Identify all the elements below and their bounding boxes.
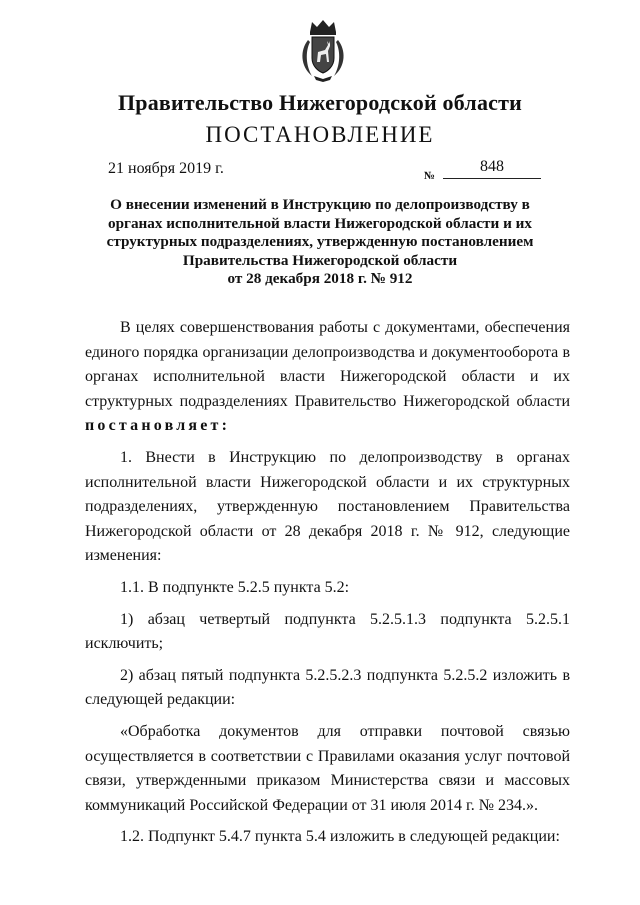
quoted-paragraph: «Обработка документов для отправки почтовой связью осуществляется в соответствии с Правилами оказания услуг почтовой связи, утвержденными приказом Министерства связи и массовых коммуникаций Российской Федерации от 31 июля 2014 г. № 234.». — [85, 722, 570, 814]
paragraph-1-2: 1.2. Подпункт 5.4.7 пункта 5.4 изложить в следующей редакции: — [120, 828, 560, 846]
paragraph-1: 1. Внести в Инструкцию по делопроизводству в органах исполнительной власти Нижегородской области и их структурных подразделениях, утвержденную постановлением Правительства Нижегородской области от 28 декабря 2018 г. № 912, следующие изменения: — [85, 448, 570, 565]
subject-line: О внесении изменений в Инструкцию по делопроизводству в — [110, 196, 530, 213]
paragraph-1-1-2: 2) абзац пятый подпункта 5.2.5.2.3 подпункта 5.2.5.2 изложить в следующей редакции: — [85, 666, 570, 709]
preamble-paragraph: В целях совершенствования работы с документами, обеспечения единого порядка организации делопроизводства и документооборота в органах исполнительной власти Нижегородской области и их структурных подразделениях Правительство Нижегородской области — [85, 319, 570, 410]
subject-line: органах исполнительной власти Нижегородской области и их — [108, 214, 532, 232]
document-subject — [90, 196, 550, 289]
subject-line: от 28 декабря 2018 г. № 912 — [227, 270, 413, 288]
coat-of-arms-icon — [298, 18, 348, 82]
subject-line: Правительства Нижегородской области — [182, 251, 458, 269]
document-body — [85, 316, 570, 850]
decree-word: постановляет: — [85, 417, 231, 435]
subject-line: структурных подразделениях, утвержденную постановлением — [106, 233, 534, 251]
document-type: ПОСТАНОВЛЕНИЕ — [205, 122, 435, 147]
paragraph-1-1: 1.1. В подпункте 5.2.5 пункта 5.2: — [120, 578, 350, 596]
document-number: 848 — [480, 158, 504, 175]
paragraph-1-1-1: 1) абзац четвертый подпункта 5.2.5.1.3 подпункта 5.2.5.1 исключить; — [85, 610, 570, 653]
number-label: № — [424, 170, 436, 182]
number-underline — [443, 178, 541, 179]
organization-title: Правительство Нижегородской области — [117, 90, 522, 115]
document-date: 21 ноября 2019 г. — [108, 160, 224, 177]
